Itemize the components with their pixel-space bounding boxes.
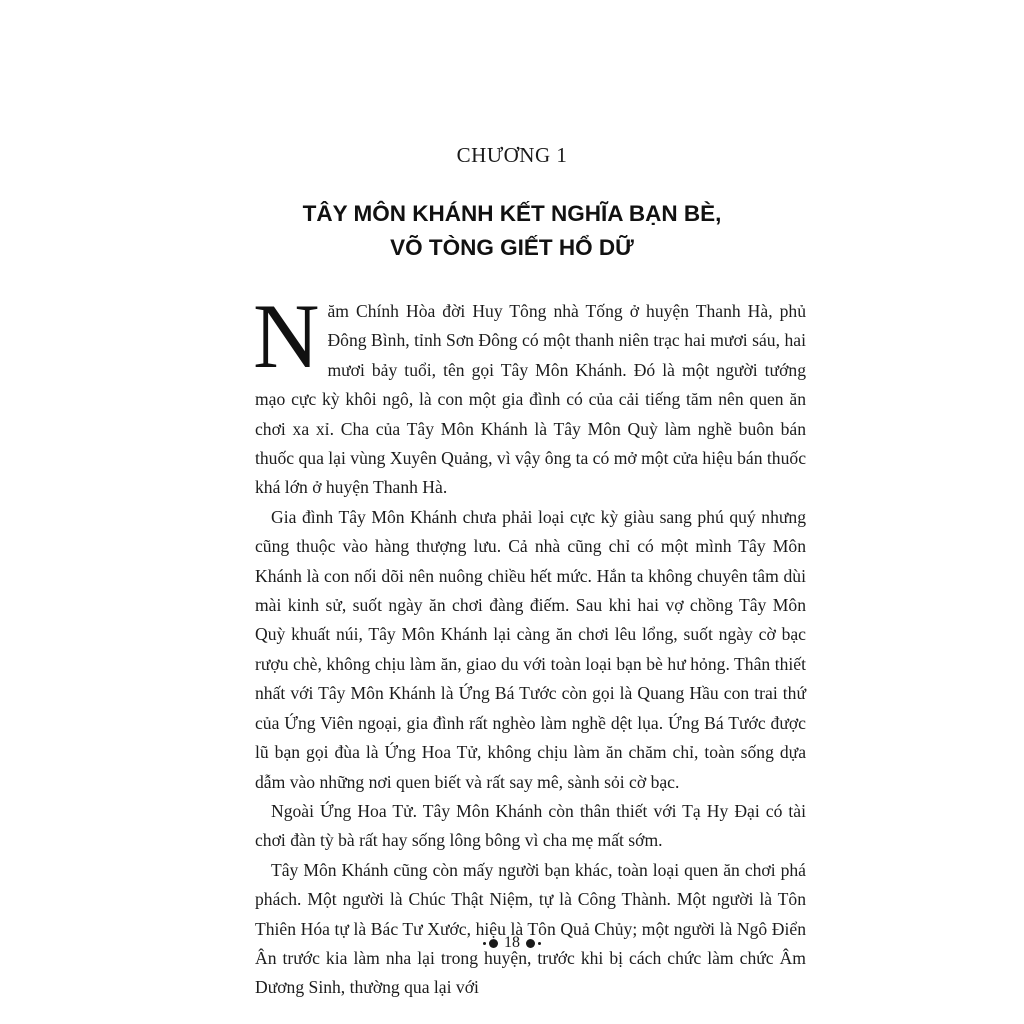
paragraph-1-text: ăm Chính Hòa đời Huy Tông nhà Tống ở huyện Thanh Hà, phủ Đông Bình, tỉnh Sơn Đông có một thanh niên trạc hai mươi sáu, hai mươi bảy tuổi, tên gọi Tây Môn Khánh. Đó là một người tướng mạo cực kỳ khôi ngô, là con một gia đình có của cải tiếng tăm nên quen ăn chơi xa xỉ. Cha của Tây Môn Khánh là Tây Môn Quỳ làm nghề buôn bán thuốc qua lại vùng Xuyên Quảng, vì vậy ông ta có mở một cửa hiệu bán thuốc khá lớn ở huyện Thanh Hà. (255, 301, 806, 498)
ornament-dot-icon (526, 939, 535, 948)
paragraph-2: Gia đình Tây Môn Khánh chưa phải loại cực kỳ giàu sang phú quý nhưng cũng thuộc vào hàng thượng lưu. Cả nhà cũng chỉ có một mình Tây Môn Khánh là con nối dõi nên nuông chiều hết mức. Hắn ta không chuyên tâm dùi mài kinh sử, suốt ngày ăn chơi đàng điếm. Sau khi hai vợ chồng Tây Môn Quỳ khuất núi, Tây Môn Khánh lại càng ăn chơi lêu lổng, suốt ngày cờ bạc rượu chè, không chịu làm ăn, giao du với toàn loại bạn bè hư hỏng. Thân thiết nhất với Tây Môn Khánh là Ứng Bá Tước còn gọi là Quang Hầu con trai thứ của Ứng Viên ngoại, gia đình rất nghèo làm nghề dệt lụa. Ứng Bá Tước được lũ bạn gọi đùa là Ứng Hoa Tử, không chịu làm ăn chăm chỉ, toàn sống dựa dẫm vào những nơi quen biết và rất say mê, sành sỏi cờ bạc. (255, 506, 806, 792)
paragraph-3: Ngoài Ứng Hoa Tử. Tây Môn Khánh còn thân thiết với Tạ Hy Đại có tài chơi đàn tỳ bà rất hay sống lông bông vì cha mẹ mất sớm. (255, 800, 806, 851)
chapter-title-line-1: TÂY MÔN KHÁNH KẾT NGHĨA BẠN BÈ, (302, 201, 722, 226)
paragraph-4: Tây Môn Khánh cũng còn mấy người bạn khác, toàn loại quen ăn chơi phá phách. Một người là Chúc Thật Niệm, tự là Công Thành. Một người là Tôn Thiên Hóa tự là Bác Tư Xước, hiệu là Tôn Quả Chủy; một người là Ngô Điển Ân trước kia làm nha lại trong huyện, trước khi bị cách chức làm chức Âm Dương Sinh, thường qua lại với (255, 859, 806, 998)
ornament-dot-icon (483, 942, 486, 945)
chapter-title (0, 197, 1024, 265)
ornament-dot-icon (538, 942, 541, 945)
drop-cap: N (253, 285, 320, 387)
paragraph-1 (253, 285, 806, 503)
chapter-title-line-2: VÕ TÒNG GIẾT HỔ DỮ (390, 235, 634, 260)
chapter-heading: CHƯƠNG 1 (456, 143, 568, 167)
page-number: 18 (504, 934, 520, 952)
page-footer (0, 934, 1024, 952)
ornament-dot-icon (489, 939, 498, 948)
body-text (253, 285, 806, 1003)
